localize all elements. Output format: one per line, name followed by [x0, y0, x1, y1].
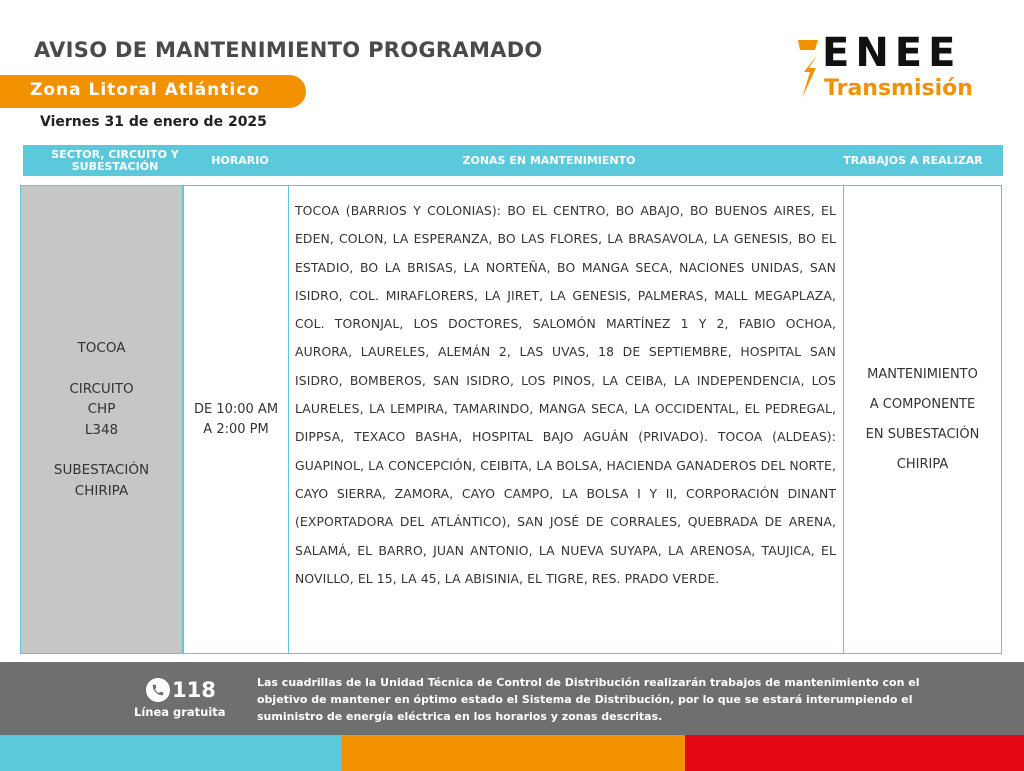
enee-logo	[796, 30, 996, 106]
substation-label: SUBESTACIÓN	[53, 462, 150, 478]
page-title: AVISO DE MANTENIMIENTO PROGRAMADO	[34, 38, 543, 62]
circuit-label: CIRCUITO	[69, 380, 134, 397]
sector-city: TOCOA	[77, 340, 126, 356]
phone-icon	[146, 678, 170, 702]
notice-date: Viernes 31 de enero de 2025	[40, 114, 267, 130]
column-header-zonas: ZONAS EN MANTENIMIENTO	[462, 153, 636, 167]
column-header-sector: SECTOR, CIRCUITO Y SUBESTACIÓN	[51, 147, 179, 173]
logo-wordmark: ENEE	[822, 30, 962, 76]
trabajos-line-4: CHIRIPA	[896, 456, 949, 472]
zonas-text: TOCOA (BARRIOS Y COLONIAS): BO EL CENTRO, BO ABAJO, BO BUENOS AIRES, EL EDEN, COLON, LA ESPERANZA, BO LAS FLORES, LA BRASAVOLA, LA GENESIS, BO EL ESTADIO, BO LA BRISAS, LA NORTEÑA, BO MANGA SECA, NACIONES UNIDAS, SAN ISIDRO, COL. MIRAFLORERS, LA JIRET, LA GENESIS, PALMERAS, MALL MEGAPLAZA, COL. TORONJAL, LOS DOCTORES, SALOMÓN MARTÍNEZ 1 Y 2, FABIO OCHOA, AURORA, LAURELES, ALEMÁN 2, LAS UVAS, 18 DE SEPTIEMBRE, HOSPITAL SAN ISIDRO, BOMBEROS, SAN ISIDRO, LOS PINOS, LA CEIBA, LA INDEPENDENCIA, LOS LAURELES, LA LEMPIRA, TAMARINDO, MANGA SECA, LA OCCIDENTAL, EL PEDREGAL, DIPPSA, TEXACO BASHA, HOSPITAL BAJO AGUÁN (PRIVADO). TOCOA (ALDEAS): GUAPINOL, LA CONCEPCIÓN, CEIBITA, LA BOLSA, HACIENDA GANADEROS DEL NORTE, CAYO SIERRA, ZAMORA, CAYO CAMPO, LA BOLSA I Y II, CORPORACIÓN DINANT (EXPORTADORA DEL ATLÁNTICO), SAN JOSÉ DE CORRALES, QUEBRADA DE ARENA, SALAMÁ, EL BARRO, JUAN ANTONIO, LA NUEVA SUYAPA, LA ARENOSA, TAUJICA, EL NOVILLO, EL 15, LA 45, LA ABISINIA, EL TIGRE, RES. PRADO VERDE.	[295, 203, 836, 586]
phone-label: Línea gratuita	[134, 705, 226, 719]
substation-name: CHIRIPA	[74, 482, 129, 499]
cell-zonas	[288, 185, 844, 654]
column-header-trabajos: TRABAJOS A REALIZAR	[843, 153, 983, 167]
horario-end: A 2:00 PM	[203, 421, 269, 437]
zone-label: Zona Litoral Atlántico	[30, 80, 260, 100]
horario-start: DE 10:00 AM	[193, 401, 279, 417]
stripe-orange	[342, 735, 685, 771]
phone-number: 118	[172, 678, 216, 702]
column-header-horario: HORARIO	[211, 153, 269, 167]
cell-sector	[20, 185, 183, 654]
zone-banner	[0, 75, 306, 108]
circuit-number: L348	[84, 421, 119, 438]
hotline[interactable]	[146, 678, 216, 702]
circuit-code: CHP	[87, 401, 116, 417]
lightning-icon	[796, 38, 820, 100]
trabajos-line-2: A COMPONENTE	[869, 396, 976, 412]
cell-trabajos	[843, 185, 1002, 654]
trabajos-line-1: MANTENIMIENTO	[867, 366, 978, 382]
trabajos-line-3: EN SUBESTACIÓN	[865, 426, 980, 442]
footer	[0, 662, 1024, 735]
stripe-red	[685, 735, 1024, 771]
footer-notice-text: Las cuadrillas de la Unidad Técnica de Control de Distribución realizarán trabajos de mantenimiento con el objetivo de mantener en óptimo estado el Sistema de Distribución, por lo que se estará interumpiendo el suministro de energía eléctrica en los horarios y zonas descritas.	[257, 676, 920, 723]
table-header	[23, 145, 1003, 176]
cell-horario	[183, 185, 289, 654]
stripe-cyan	[0, 735, 342, 771]
logo-subtitle: Transmisión	[824, 76, 973, 101]
